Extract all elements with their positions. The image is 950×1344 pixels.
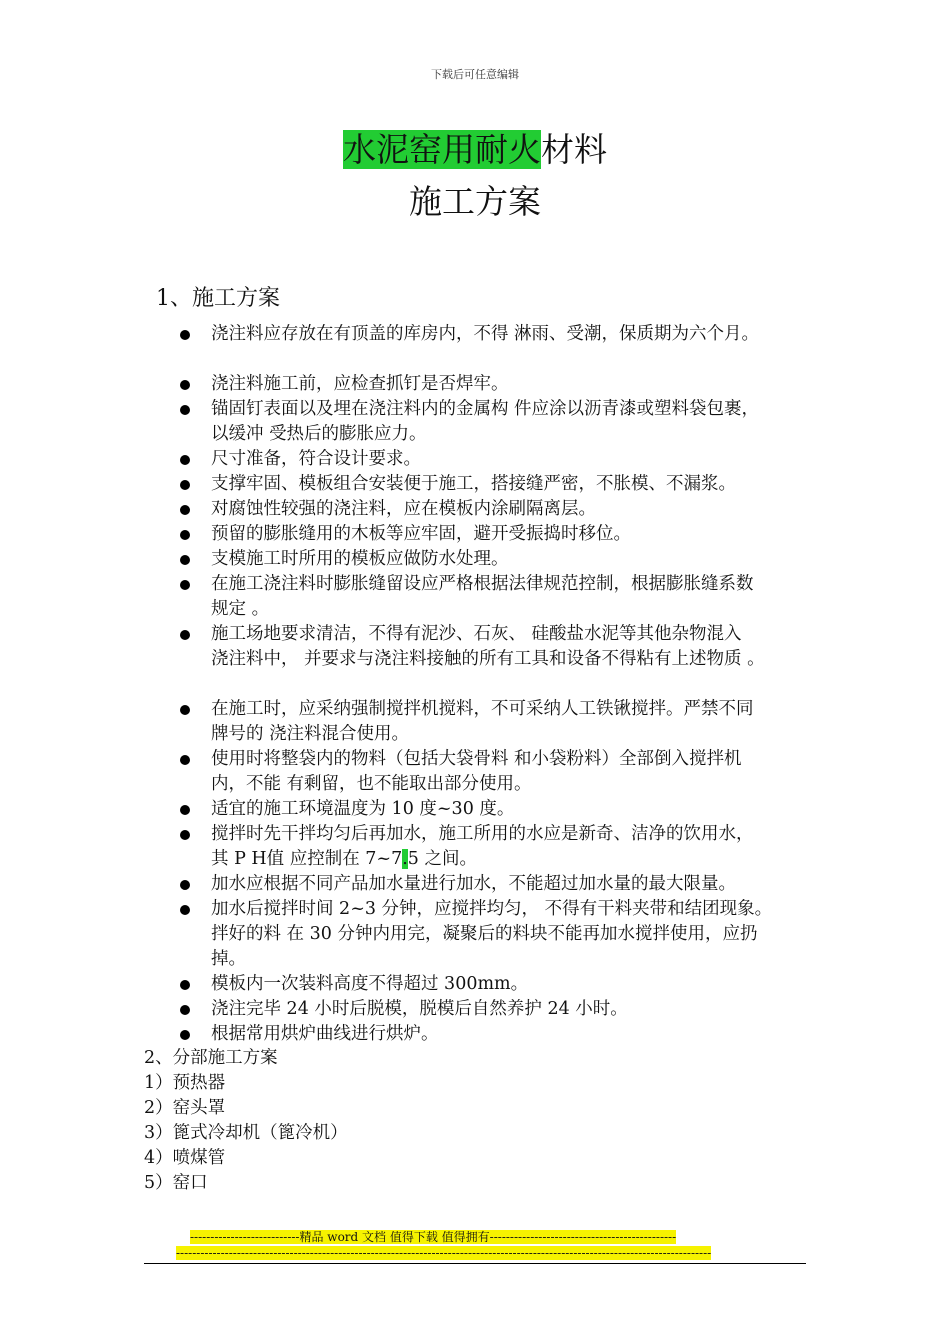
bullet-text-continued: 掉。	[211, 949, 246, 969]
bullet-text: 施工场地要求清洁，不得有泥沙、石灰、 硅酸盐水泥等其他杂物混入	[211, 624, 742, 644]
bullet-dot-icon	[180, 980, 190, 990]
bullet-text: 预留的膨胀缝用的木板等应牢固，避开受振捣时移位。	[211, 524, 631, 544]
bullet-text: 锚固钉表面以及埋在浇注料内的金属构 件应涂以沥青漆或塑料袋包裹，	[211, 399, 760, 419]
bullet-text: 尺寸准备，符合设计要求。	[211, 449, 421, 469]
bullet-text: 在施工时，应采纳强制搅拌机搅料，不可采纳人工铁锹搅拌。严禁不同	[211, 699, 754, 719]
bullet-dot-icon	[180, 880, 190, 890]
bullet-text: 搅拌时先干拌均匀后再加水，施工所用的水应是新奇、洁净的饮用水，	[211, 824, 754, 844]
section2-item: 1）预热器	[144, 1073, 226, 1093]
document-title-line2: 施工方案	[409, 182, 541, 221]
bullet-text: 模板内一次装料高度不得超过 300mm。	[211, 974, 529, 994]
bullet-dot-icon	[180, 480, 190, 490]
bullet-text: 支撑牢固、模板组合安装便于施工，搭接缝严密，不胀模、不漏浆。	[211, 474, 736, 494]
bullet-text: 加水后搅拌时间 2~3 分钟，应搅拌均匀， 不得有干料夹带和结团现象。	[211, 899, 773, 919]
ph-text-pre: 其 P H值 应控制在 7~7	[211, 849, 403, 869]
bullet-text: 在施工浇注料时膨胀缝留设应严格根据法律规范控制，根据膨胀缝系数	[211, 574, 754, 594]
section2-item: 4）喷煤管	[144, 1148, 226, 1168]
bullet-text-continued: 拌好的料 在 30 分钟内用完，凝聚后的料块不能再加水搅拌使用，应扔	[211, 924, 758, 944]
bullet-text: 适宜的施工环境温度为 10 度~30 度。	[211, 799, 515, 819]
bullet-text-continued: 浇注料中， 并要求与浇注料接触的所有工具和设备不得粘有上述物质 。	[211, 649, 765, 669]
bullet-dot-icon	[180, 1030, 190, 1040]
section1-heading: 1、施工方案	[156, 286, 280, 311]
title-rest-text: 材料	[541, 130, 607, 169]
footer-text-line1: ---------------------------精品 word 文档 值得下载 值得拥有----------------------------------------------	[190, 1230, 677, 1244]
bullet-dot-icon	[180, 1005, 190, 1015]
bullet-dot-icon	[180, 505, 190, 515]
bullet-text: 浇注完毕 24 小时后脱模，脱模后自然养护 24 小时。	[211, 999, 628, 1019]
bullet-dot-icon	[180, 805, 190, 815]
bullet-dot-icon	[180, 330, 190, 340]
bullet-dot-icon	[180, 405, 190, 415]
bullet-text-continued: 牌号的 浇注料混合使用。	[211, 724, 410, 744]
section2-item: 3）篦式冷却机（篦冷机）	[144, 1123, 348, 1143]
bullet-dot-icon	[180, 580, 190, 590]
bullet-text-continued: 内，不能 有剩留，也不能取出部分使用。	[211, 774, 532, 794]
document-title-line1	[0, 128, 950, 172]
bullet-dot-icon	[180, 630, 190, 640]
bullet-dot-icon	[180, 755, 190, 765]
footer-banner-line2	[176, 1245, 774, 1262]
section2-heading: 2、分部施工方案	[144, 1048, 278, 1068]
bullet-dot-icon	[180, 905, 190, 915]
bullet-text: 浇注料应存放在有顶盖的库房内，不得 淋雨、受潮，保质期为六个月。	[211, 324, 760, 344]
bullet-dot-icon	[180, 830, 190, 840]
bullet-dot-icon	[180, 380, 190, 390]
header-note: 下载后可任意编辑	[431, 68, 519, 81]
bullet-dot-icon	[180, 555, 190, 565]
ph-text-post: 5 之间。	[407, 849, 477, 869]
footer-text-line2: ------------------------------------------------------------------------------------------------------------------------------------	[176, 1246, 712, 1260]
footer-banner-line1	[190, 1229, 760, 1246]
section2-item: 2）窑头罩	[144, 1098, 226, 1118]
bullet-text: 使用时将整袋内的物料（包括大袋骨料 和小袋粉料）全部倒入搅拌机	[211, 749, 742, 769]
bullet-text: 浇注料施工前，应检查抓钉是否焊牢。	[211, 374, 509, 394]
footer-divider	[144, 1263, 806, 1264]
bullet-dot-icon	[180, 455, 190, 465]
bullet-dot-icon	[180, 705, 190, 715]
bullet-text-continued: 规定 。	[211, 599, 270, 619]
section2-item: 5）窑口	[144, 1173, 208, 1193]
bullet-text: 支模施工时所用的模板应做防水处理。	[211, 549, 509, 569]
ph-decimal-highlight: .	[402, 849, 408, 869]
title-highlighted-text: 水泥窑用耐火	[343, 130, 541, 169]
bullet-text-continued: 以缓冲 受热后的膨胀应力。	[211, 424, 427, 444]
bullet-text-continued	[211, 847, 823, 872]
bullet-text: 对腐蚀性较强的浇注料，应在模板内涂刷隔离层。	[211, 499, 596, 519]
bullet-text: 根据常用烘炉曲线进行烘炉。	[211, 1024, 439, 1044]
bullet-dot-icon	[180, 530, 190, 540]
bullet-text: 加水应根据不同产品加水量进行加水，不能超过加水量的最大限量。	[211, 874, 736, 894]
